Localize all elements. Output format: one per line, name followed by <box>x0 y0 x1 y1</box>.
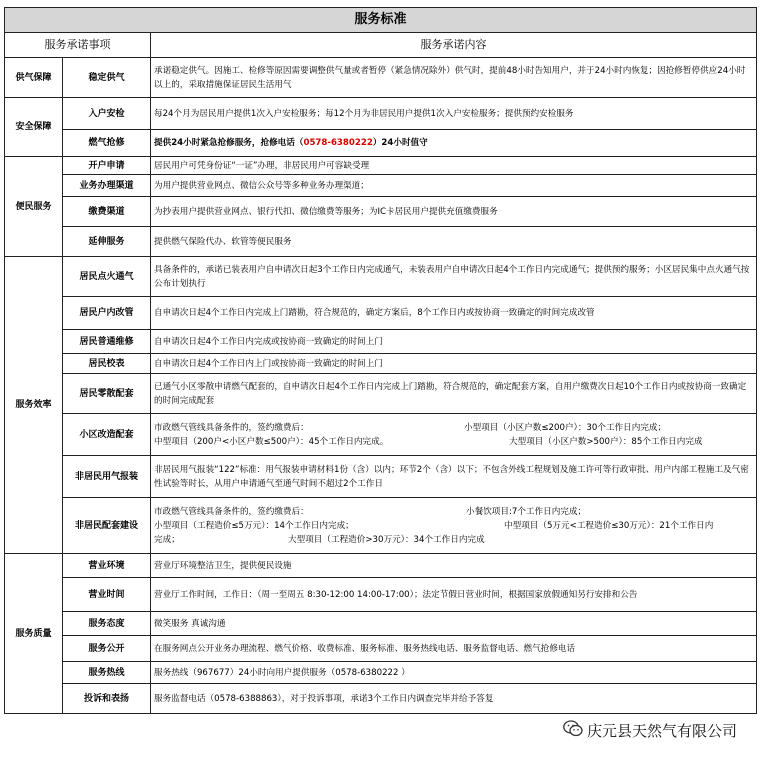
content-service-hotline: 服务热线（967677）24小时向用户提供服务（0578-6380222 ） <box>151 662 757 684</box>
repair-text-before: 提供24小时紧急抢修服务，抢修电话（ <box>154 138 304 148</box>
category-convenience: 便民服务 <box>5 157 63 257</box>
renovation-line-1a: 市政燃气管线具备条件的，签约缴费后： <box>154 422 309 433</box>
repair-phone: 0578-6380222 <box>303 138 373 148</box>
renovation-line-2a: 中型项目（200户<小区户数≤500户）：45个工作日内完成。 <box>154 436 389 447</box>
category-gas-supply: 供气保障 <box>5 58 63 98</box>
item-general-repair: 居民普通维修 <box>63 330 151 354</box>
construction-line-3 <box>154 533 753 547</box>
content-ignition: 具备条件的，承诺已装表用户自申请次日起3个工作日内完成通气，未装表用户自申请次日起4个工作日内完成通气；提供预约服务；小区居民集中点火通气按公布计划执行 <box>151 257 757 297</box>
item-scattered-supporting: 居民零散配套 <box>63 374 151 414</box>
content-business-environment: 营业厅环境整洁卫生，提供便民设施 <box>151 554 757 578</box>
content-service-attitude: 微笑服务 真诚沟通 <box>151 612 757 636</box>
construction-line-2 <box>154 519 753 533</box>
item-stable-supply: 稳定供气 <box>63 58 151 98</box>
content-general-repair: 自申请次日起4个工作日内完成或按协商一致确定的时间上门 <box>151 330 757 354</box>
service-standard-sheet <box>4 7 756 714</box>
content-stable-supply: 承诺稳定供气。因施工、检修等原因需要调整供气量或者暂停（紧急情况除外）供气时，提前48小时告知用户，并于24小时内恢复；因抢修暂停供应24小时以上的，采取措施保证居民生活用气 <box>151 58 757 98</box>
item-business-environment: 营业环境 <box>63 554 151 578</box>
content-pipe-modification: 自申请次日起4个工作日内完成上门踏勘，符合规范的，确定方案后，8个工作日内或按协商一致确定的时间完成改管 <box>151 297 757 330</box>
category-efficiency: 服务效率 <box>5 257 63 554</box>
content-non-resident-construction <box>151 498 757 554</box>
content-meter-calibration: 自申请次日起4个工作日内上门或按协商一致确定的时间上门 <box>151 354 757 374</box>
item-payment-channels: 缴费渠道 <box>63 197 151 227</box>
content-business-hours: 营业厅工作时间，工作日：（周一至周五 8:30-12:00 14:00-17:00）；法定节假日营业时间，根据国家放假通知另行安排和公告 <box>151 578 757 612</box>
item-complaints-praise: 投诉和表扬 <box>63 684 151 714</box>
item-business-hours: 营业时间 <box>63 578 151 612</box>
content-emergency-repair <box>151 130 757 157</box>
content-home-inspection: 每24个月为居民用户提供1次入户安检服务；每12个月为非居民用户提供1次入户安检服务；提供预约安检服务 <box>151 98 757 130</box>
construction-line-1b: 小餐饮项目:7个工作日内完成； <box>466 506 587 517</box>
construction-line-2b: 中型项目（5万元<工程造价≤30万元）：21个工作日内 <box>504 520 714 531</box>
item-service-disclosure: 服务公开 <box>63 636 151 662</box>
item-extended-services: 延伸服务 <box>63 227 151 257</box>
category-quality: 服务质量 <box>5 554 63 714</box>
content-payment-channels: 为抄表用户提供营业网点、银行代扣、微信缴费等服务；为IC卡居民用户提供充值缴费服务 <box>151 197 757 227</box>
repair-text-after: ）24小时值守 <box>372 138 428 148</box>
content-scattered-supporting: 已通气小区零散申请燃气配套的，自申请次日起4个工作日内完成上门踏勘，符合规范的，确定配套方案，自用户缴费次日起10个工作日内或按协商一致确定的时间完成配套 <box>151 374 757 414</box>
service-standard-table <box>4 7 757 714</box>
content-business-channels: 为用户提供营业网点、微信公众号等多种业务办理渠道； <box>151 175 757 197</box>
watermark-text: 庆元县天然气有限公司 <box>586 722 737 740</box>
construction-line-3a: 完成； <box>154 534 180 545</box>
item-business-channels: 业务办理渠道 <box>63 175 151 197</box>
content-complaints-praise: 服务监督电话（0578-6388863），对于投诉事项，承诺3个工作日内调查完毕并给予答复 <box>151 684 757 714</box>
item-non-resident-application: 非居民用气报装 <box>63 456 151 498</box>
renovation-line-1b: 小型项目（小区户数≤200户）：30个工作日内完成； <box>464 422 667 433</box>
item-meter-calibration: 居民校表 <box>63 354 151 374</box>
item-home-inspection: 入户安检 <box>63 98 151 130</box>
item-non-resident-construction: 非居民配套建设 <box>63 498 151 554</box>
construction-line-1a: 市政燃气管线具备条件的，签约缴费后： <box>154 506 309 517</box>
item-account-opening: 开户申请 <box>63 157 151 175</box>
wechat-icon <box>563 720 587 741</box>
header-commitment-content: 服务承诺内容 <box>151 33 757 58</box>
construction-line-3b: 大型项目（工程造价>30万元）：34个工作日内完成 <box>288 534 485 545</box>
construction-line-2a: 小型项目（工程造价≤5万元）：14个工作日内完成； <box>154 520 354 531</box>
construction-line-1 <box>154 505 753 519</box>
renovation-line-1 <box>154 421 753 435</box>
item-emergency-repair: 燃气抢修 <box>63 130 151 157</box>
header-commitment-item: 服务承诺事项 <box>5 33 151 58</box>
item-service-hotline: 服务热线 <box>63 662 151 684</box>
renovation-line-2b: 大型项目（小区户数>500户）：85个工作日内完成 <box>509 436 703 447</box>
item-community-renovation: 小区改造配套 <box>63 414 151 456</box>
content-service-disclosure: 在服务网点公开业务办理流程、燃气价格、收费标准、服务标准、服务热线电话、服务监督电话、燃气抢修电话 <box>151 636 757 662</box>
content-non-resident-application: 非居民用气报装“122”标准：用气报装申请材料1份（含）以内；环节2个（含）以下；不包含外线工程规划及施工许可等行政审批、用户内部工程施工及气密性试验等时长，从用户申请通气至通气时间不超过2个工作日 <box>151 456 757 498</box>
item-service-attitude: 服务态度 <box>63 612 151 636</box>
table-title: 服务标准 <box>5 8 757 33</box>
item-ignition: 居民点火通气 <box>63 257 151 297</box>
content-account-opening: 居民用户可凭身份证“一证”办理，非居民用户可容缺受理 <box>151 157 757 175</box>
wechat-watermark <box>563 720 737 741</box>
renovation-line-2 <box>154 435 753 449</box>
content-community-renovation <box>151 414 757 456</box>
content-extended-services: 提供燃气保险代办、软管等便民服务 <box>151 227 757 257</box>
category-safety: 安全保障 <box>5 98 63 157</box>
item-pipe-modification: 居民户内改管 <box>63 297 151 330</box>
